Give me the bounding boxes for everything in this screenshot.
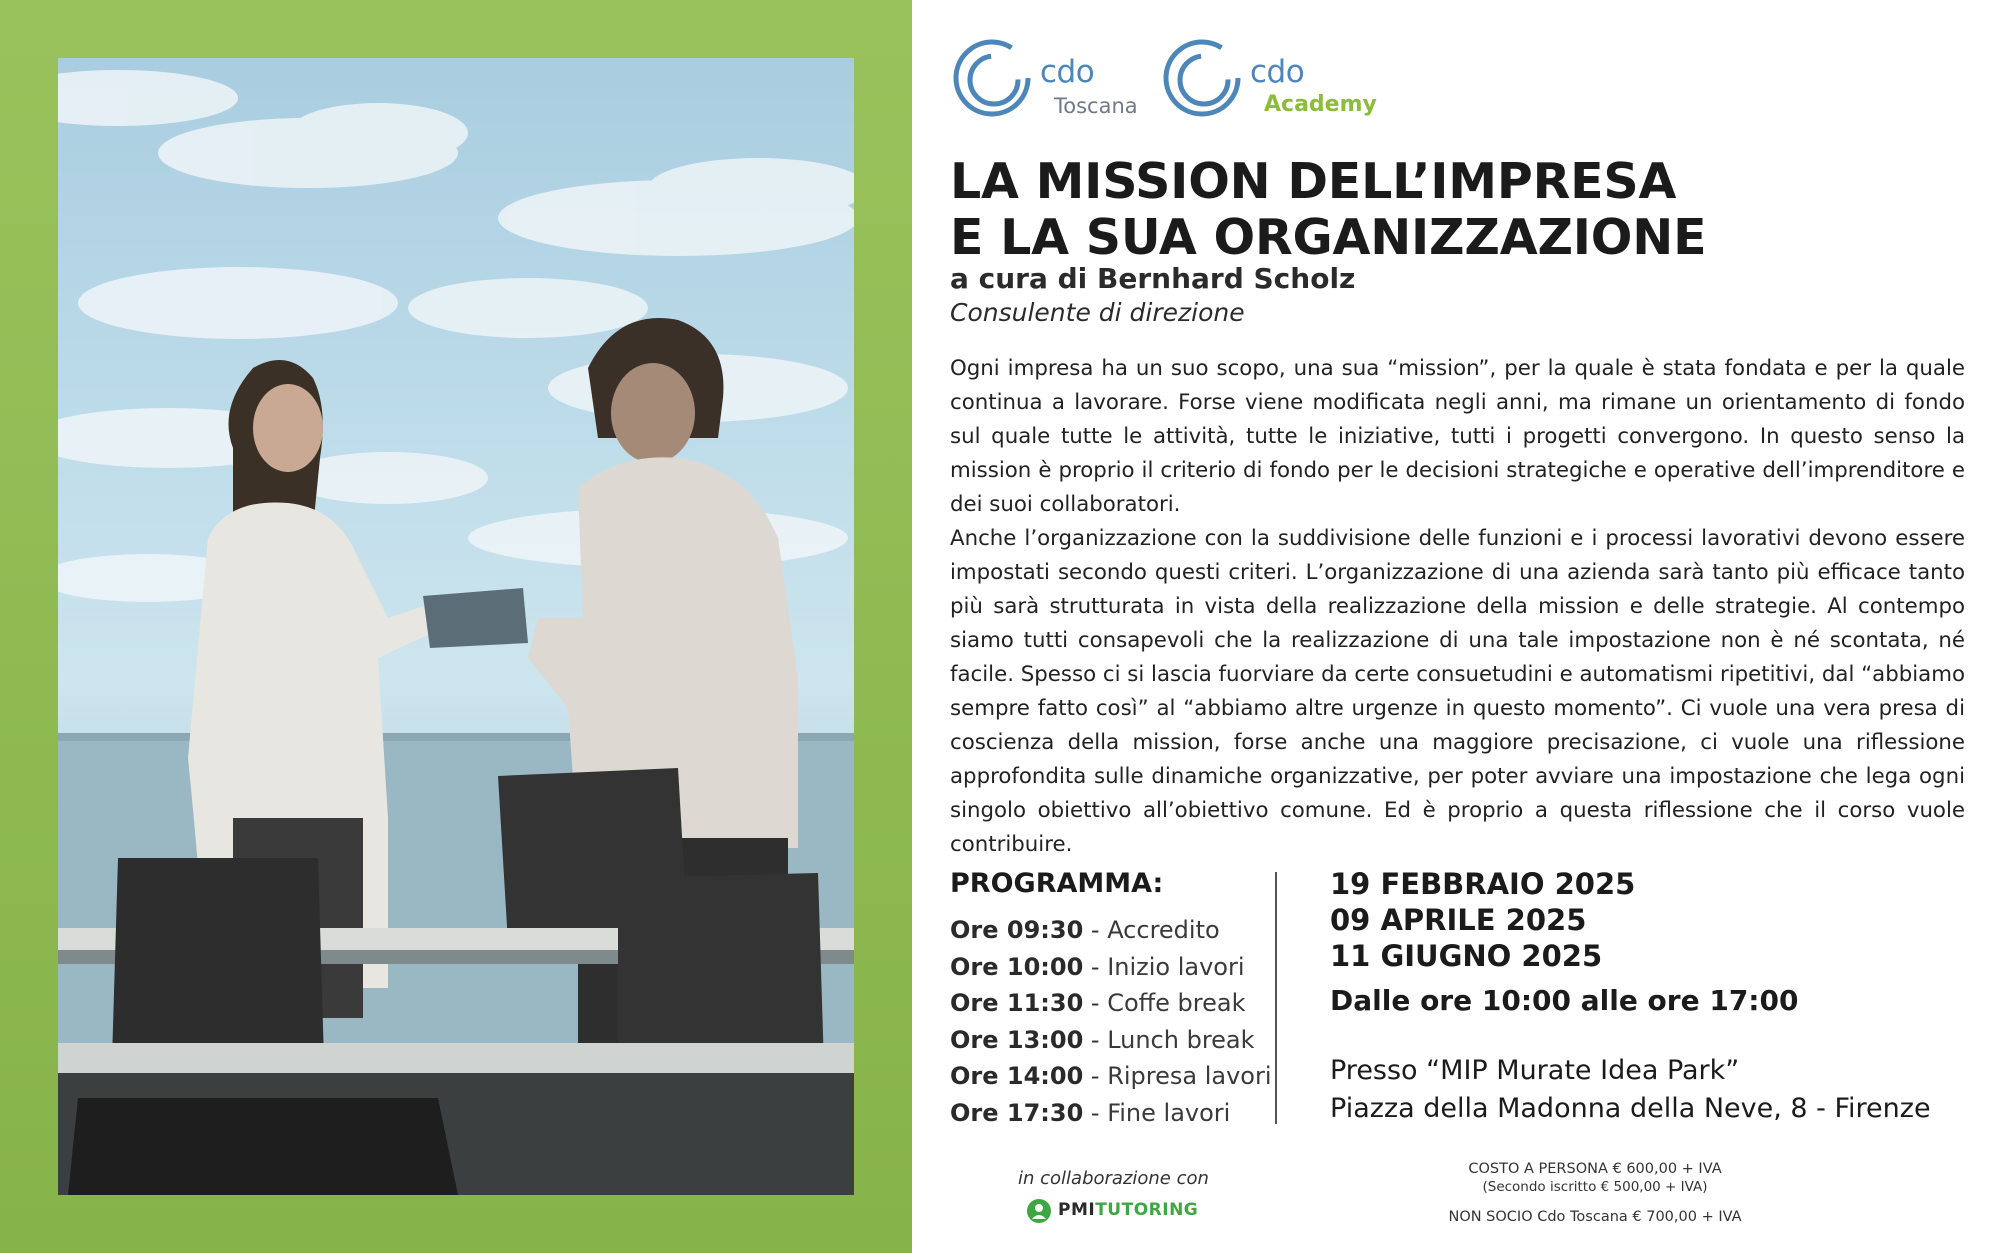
logo-subtitle: Academy — [1264, 92, 1377, 117]
programma-item: Ore 10:00 - Inizio lavori — [950, 952, 1245, 981]
author: a cura di Bernhard Scholz — [950, 262, 1356, 295]
event-date: 19 FEBBRAIO 2025 — [1330, 867, 1636, 901]
programma-activity: Inizio lavori — [1107, 952, 1245, 981]
programma-time: Ore 09:30 — [950, 916, 1084, 944]
programma-activity: Fine lavori — [1107, 1098, 1231, 1127]
event-date: 11 GIUGNO 2025 — [1330, 939, 1603, 973]
vertical-divider — [1275, 872, 1277, 1124]
logo-name: cdo — [1250, 54, 1305, 90]
programma-item: Ore 09:30 - Accredito — [950, 916, 1220, 944]
programma-item: Ore 14:00 - Ripresa lavori — [950, 1062, 1272, 1090]
cdo-academy-logo — [1160, 36, 1380, 126]
tablet — [423, 588, 528, 648]
office-meeting-photo — [58, 58, 854, 1195]
pmi-tutoring-logo — [1026, 1196, 1206, 1226]
programma-time: Ore 13:00 — [950, 1025, 1084, 1054]
pmi-text: PMI — [1058, 1200, 1096, 1220]
logo-name: cdo — [1040, 54, 1095, 90]
programma-time: Ore 10:00 — [950, 952, 1084, 981]
venue-name: Presso “MIP Murate Idea Park” — [1330, 1055, 1740, 1086]
cost-non-member: NON SOCIO Cdo Toscana € 700,00 + IVA — [1448, 1209, 1742, 1225]
cost-per-person: COSTO A PERSONA € 600,00 + IVA — [1468, 1161, 1722, 1177]
programma-time: Ore 14:00 — [950, 1062, 1084, 1090]
costs-block — [1430, 1160, 1760, 1226]
programma-item: Ore 11:30 - Coffe break — [950, 989, 1246, 1017]
collaboration-label: in collaborazione con — [1018, 1168, 1209, 1189]
cdo-spiral-icon — [950, 36, 1034, 120]
author-role: Consulente di direzione — [950, 298, 1245, 327]
programma-list — [950, 912, 1272, 1131]
programma-item: Ore 17:30 - Fine lavori — [950, 1098, 1231, 1127]
event-title — [950, 154, 1970, 266]
programma-item: Ore 13:00 - Lunch break — [950, 1025, 1255, 1054]
title-line: E LA SUA ORGANIZZAZIONE — [950, 209, 1707, 266]
programma-activity: Coffe break — [1107, 989, 1246, 1017]
event-date: 09 APRILE 2025 — [1330, 903, 1587, 937]
event-venue — [1330, 1052, 1931, 1128]
event-dates — [1330, 866, 1635, 974]
cost-second-attendee: (Secondo iscritto € 500,00 + IVA) — [1482, 1179, 1708, 1195]
left-green-panel — [0, 0, 912, 1253]
title-line: LA MISSION DELL’IMPRESA — [950, 153, 1677, 210]
photo-illustration — [58, 58, 854, 1195]
programma-activity: Ripresa lavori — [1107, 1062, 1272, 1090]
event-hours: Dalle ore 10:00 alle ore 17:00 — [1330, 984, 1799, 1017]
programma-activity: Accredito — [1107, 916, 1220, 944]
cdo-toscana-logo — [950, 36, 1150, 126]
programma-time: Ore 17:30 — [950, 1098, 1084, 1127]
logo-subtitle: Toscana — [1054, 94, 1138, 118]
description — [950, 352, 1965, 862]
description-paragraph: Ogni impresa ha un suo scopo, una sua “mission”, per la quale è stata fondata e per la quale continua a lavorare. Forse viene modificata negli anni, ma rimane un orientamento di fondo sul quale tutte le attività, tutte le iniziative, tutti i progetti convergono. In questo senso la mission è proprio il criterio di fondo per le decisioni strategiche e operative dell’imprenditore e dei suoi collaboratori. — [950, 356, 1965, 517]
description-paragraph: Anche l’organizzazione con la suddivisione delle funzioni e i processi lavorativi devono essere impostati secondo questi criteri. L’organizzazione di una azienda sarà tanto più efficace tanto più sarà strutturata in vista della realizzazione della mission e delle strategie. Al contempo siamo tutti consapevoli che la realizzazione di una tale impostazione non è né scontata, né facile. Spesso ci si lascia fuorviare da certe consuetudini e automatismi ripetitivi, dal “abbiamo sempre fatto così” al “abbiamo altre urgenze in questo momento”. Ci vuole una vera presa di coscienza della mission, forse anche una maggiore precisazione, ci vuole una riflessione approfondita sulle dinamiche organizzative, per poter avviare una impostazione che lega ogni singolo obiettivo all’obiettivo comune. Ed è proprio a questa riflessione che il corso vuole contribuire. — [950, 526, 1965, 857]
pmi-tutoring-icon — [1026, 1198, 1052, 1224]
logos-bar — [950, 36, 1550, 126]
venue-address: Piazza della Madonna della Neve, 8 - Firenze — [1330, 1093, 1931, 1124]
programma-activity: Lunch break — [1107, 1025, 1255, 1054]
tutoring-text: TUTORING — [1095, 1200, 1199, 1220]
programma-title: PROGRAMMA: — [950, 868, 1164, 899]
cdo-spiral-icon — [1160, 36, 1244, 120]
programma-time: Ore 11:30 — [950, 989, 1084, 1017]
